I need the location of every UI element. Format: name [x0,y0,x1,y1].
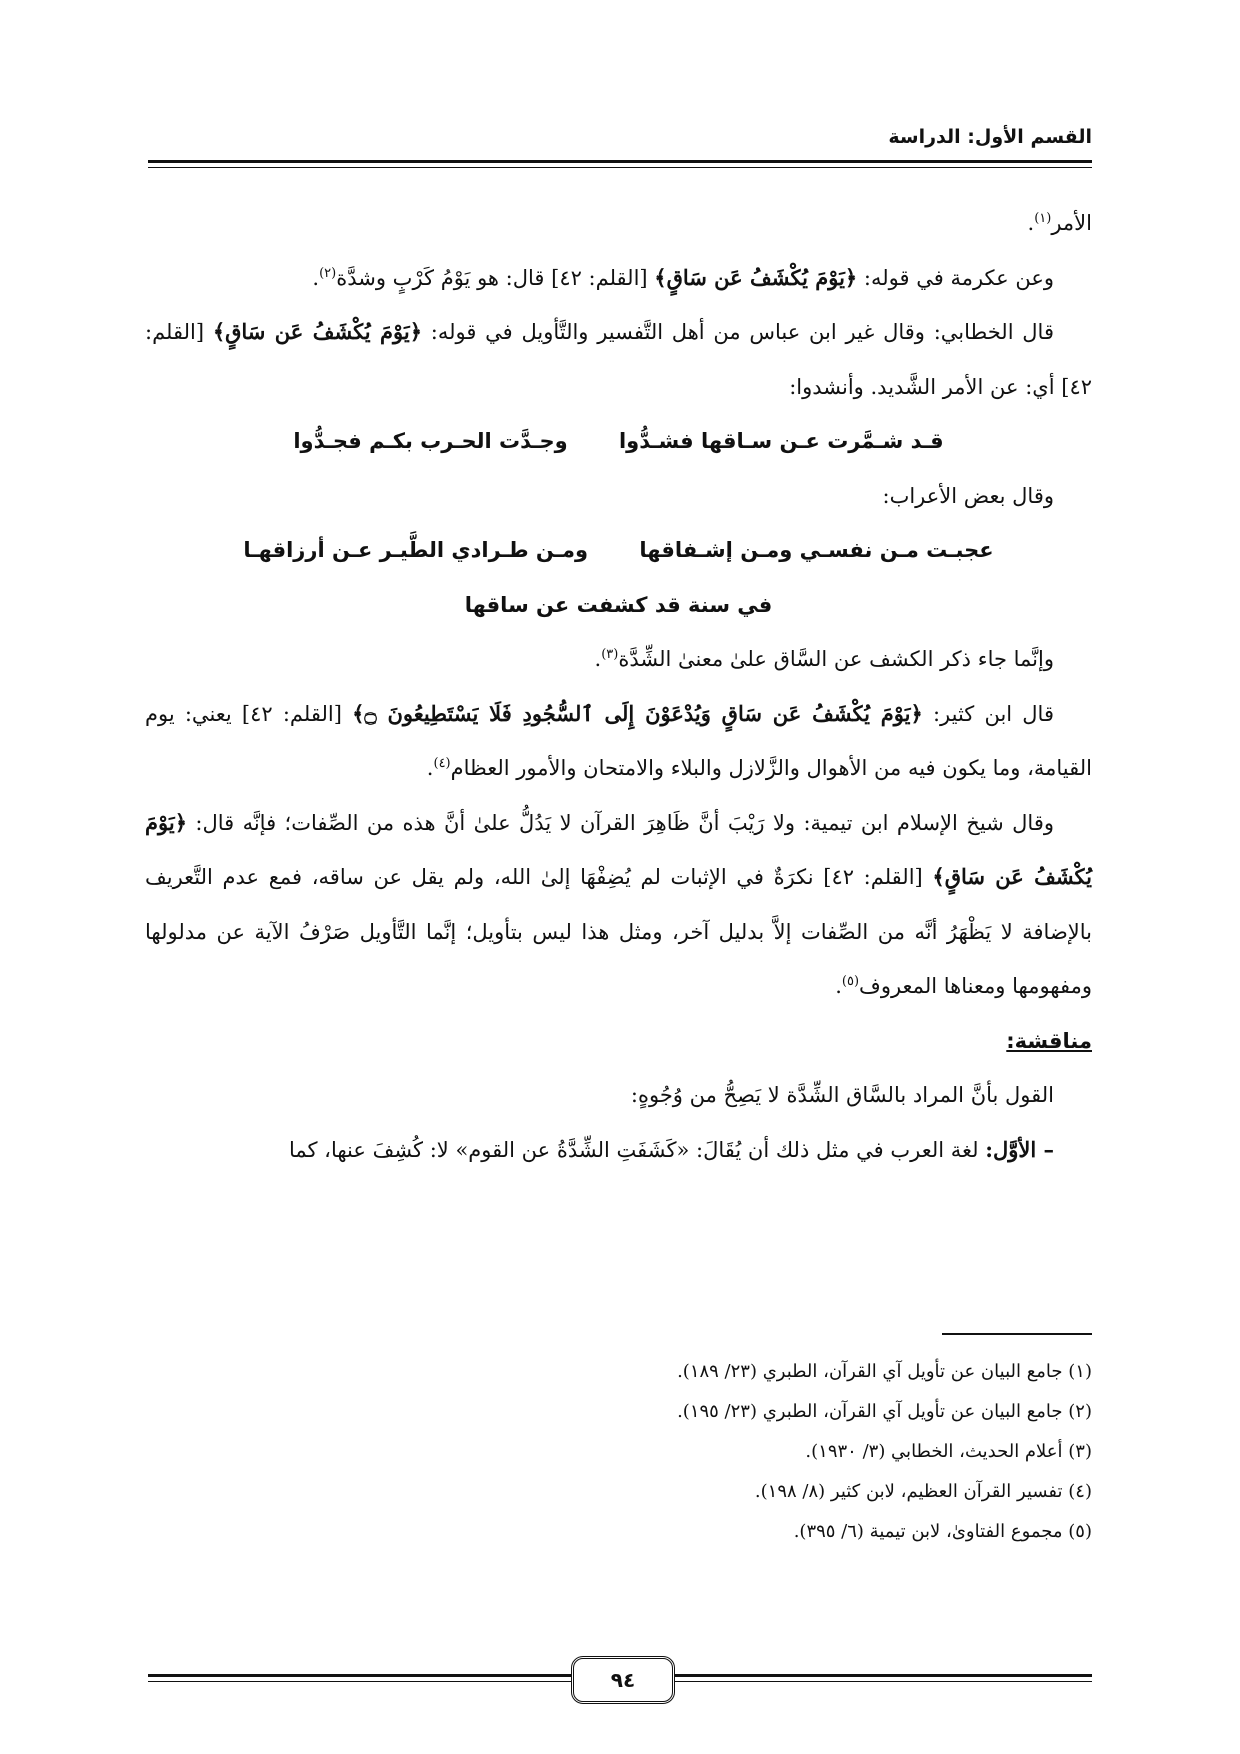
paragraph-ikrima: وعن عكرمة في قوله: ﴿يَوْمَ يُكْشَفُ عَن سَاقٍ﴾ [القلم: ٤٢] قال: هو يَوْمُ كَرْبٍ وشدَّة$^{(٢)}$. [312,264,1054,290]
footnote-item: (٤) تفسير القرآن العظيم، لابن كثير (٨/ ١٩٨). [754,1481,1092,1502]
footnote-ref[interactable]: (٢) [319,265,337,281]
footnote-ref[interactable]: (٤) [433,756,451,771]
footer-rule-left-thin [148,1681,571,1682]
paragraph-ibn-kathir: قال ابن كثير: ﴿يَوْمَ يُكْشَفُ عَن سَاقٍ وَيُدْعَوْنَ إِلَى ٱلسُّجُودِ فَلَا يَسْتَطِيعُونَ ۝﴾ [القلم: ٤٢] يعني: يوم القيامة، وما يكون فيه من الأهوال والزَّلازل والبلاء والامتحان والأمور العظام$^{(٤)}$. [145,700,1092,780]
main-text [145,196,1092,1177]
header-rule-thin [148,167,1092,168]
footnote-item: (٢) جامع البيان عن تأويل آي القرآن، الطبري (٢٣/ ١٩٥). [677,1401,1092,1422]
quran-quote: ﴿يَوْمَ يُكْشَفُ عَن سَاقٍ﴾ [145,809,1092,889]
quran-quote: ﴿يَوْمَ يُكْشَفُ عَن سَاقٍ﴾ [654,264,858,290]
verse-hemistich-first: عجبـت مـن نفسـي ومـن إشـفاقها [639,538,994,562]
paragraph-claim: القول بأنَّ المراد بالسَّاق الشِّدَّة لا يَصِحُّ من وُجُوهٍ: [630,1083,1054,1107]
footnote-item: (١) جامع البيان عن تأويل آي القرآن، الطبري (٢٣/ ١٨٩). [677,1361,1092,1382]
verse-hemistich-second: وجـدَّت الحـرب بكـم فجـدُّوا [293,429,568,453]
paragraph-shidda: وإنَّما جاء ذكر الكشف عن السَّاق علىٰ معنىٰ الشِّدَّة$^{(٣)}$. [594,647,1054,671]
verse-line: في سنة قد كشفت عن ساقها [464,592,773,617]
poem-verse-1 [145,414,1092,469]
paragraph-bedouin: وقال بعض الأعراب: [882,483,1054,508]
poem-verse-3 [145,578,1092,633]
footer-rule-right [675,1674,1092,1677]
footnote-item: (٣) أعلام الحديث، الخطابي (٣/ ١٩٣٠). [805,1441,1092,1462]
header-rule [148,160,1092,163]
footnote-separator [942,1333,1092,1335]
verse-hemistich-second: ومـن طـرادي الطَّيـر عـن أرزاقهـا [243,538,589,562]
paragraph-first-point: – الأوَّل: لغة العرب في مثل ذلك أن يُقَالَ: «كَشَفَتِ الشِّدَّةُ عن القوم» لا: كُشِفَ عنها، كما [288,1136,1054,1162]
paragraph-amr: الأمر$^{(١)}$. [1027,211,1092,235]
discussion-heading: مناقشة: [1006,1028,1092,1053]
point-label: – الأوَّل: [985,1136,1054,1162]
quran-quote: ﴿يَوْمَ يُكْشَفُ عَن سَاقٍ﴾ [212,319,423,344]
paragraph-khattabi: قال الخطابي: وقال غير ابن عباس من أهل التَّفسير والتَّأويل في قوله: ﴿يَوْمَ يُكْشَفُ عَن سَاقٍ﴾ [القلم: ٤٢] أي: عن الأمر الشَّديد. وأنشدوا: [145,319,1092,399]
footer-rule-left [148,1674,571,1677]
footer-rule-right-thin [675,1681,1092,1682]
footnote-ref[interactable]: (١) [1034,211,1052,226]
footnotes [148,1352,1092,1552]
discussion-heading-line [145,1014,1092,1069]
footnote-ref[interactable]: (٣) [601,647,619,662]
footnote-item: (٥) مجموع الفتاوىٰ، لابن تيمية (٦/ ٣٩٥). [793,1521,1092,1542]
poem-verse-2 [145,523,1092,578]
verse-hemistich-first: قـد شـمَّرت عـن سـاقها فشـدُّوا [618,429,944,453]
footnote-ref[interactable]: (٥) [841,974,860,989]
quran-quote: ﴿يَوْمَ يُكْشَفُ عَن سَاقٍ وَيُدْعَوْنَ إِلَى ٱلسُّجُودِ فَلَا يَسْتَطِيعُونَ ۝﴾ [352,700,923,726]
page-number: ٩٤ [571,1656,675,1704]
paragraph-ibn-taymiyya: وقال شيخ الإسلام ابن تيمية: ولا رَيْبَ أنَّ ظَاهِرَ القرآن لا يَدُلُّ علىٰ أنَّ هذه من الصِّفات؛ فإنَّه قال: ﴿يَوْمَ يُكْشَفُ عَن سَاقٍ﴾ [القلم: ٤٢] نكرَةٌ في الإثبات لم يُضِفْهَا إلىٰ الله، ولم يقل عن ساقه، فمع عدم التَّعريف بالإضافة لا يَظْهَرُ أنَّه من الصِّفات إلاَّ بدليل آخر، ومثل هذا ليس بتأويل؛ إنَّما التَّأويل صَرْفُ الآية عن مدلولها ومفهومها ومعناها المعروف$^{(٥)}$. [145,809,1092,998]
running-header: القسم الأول: الدراسة [888,126,1092,148]
